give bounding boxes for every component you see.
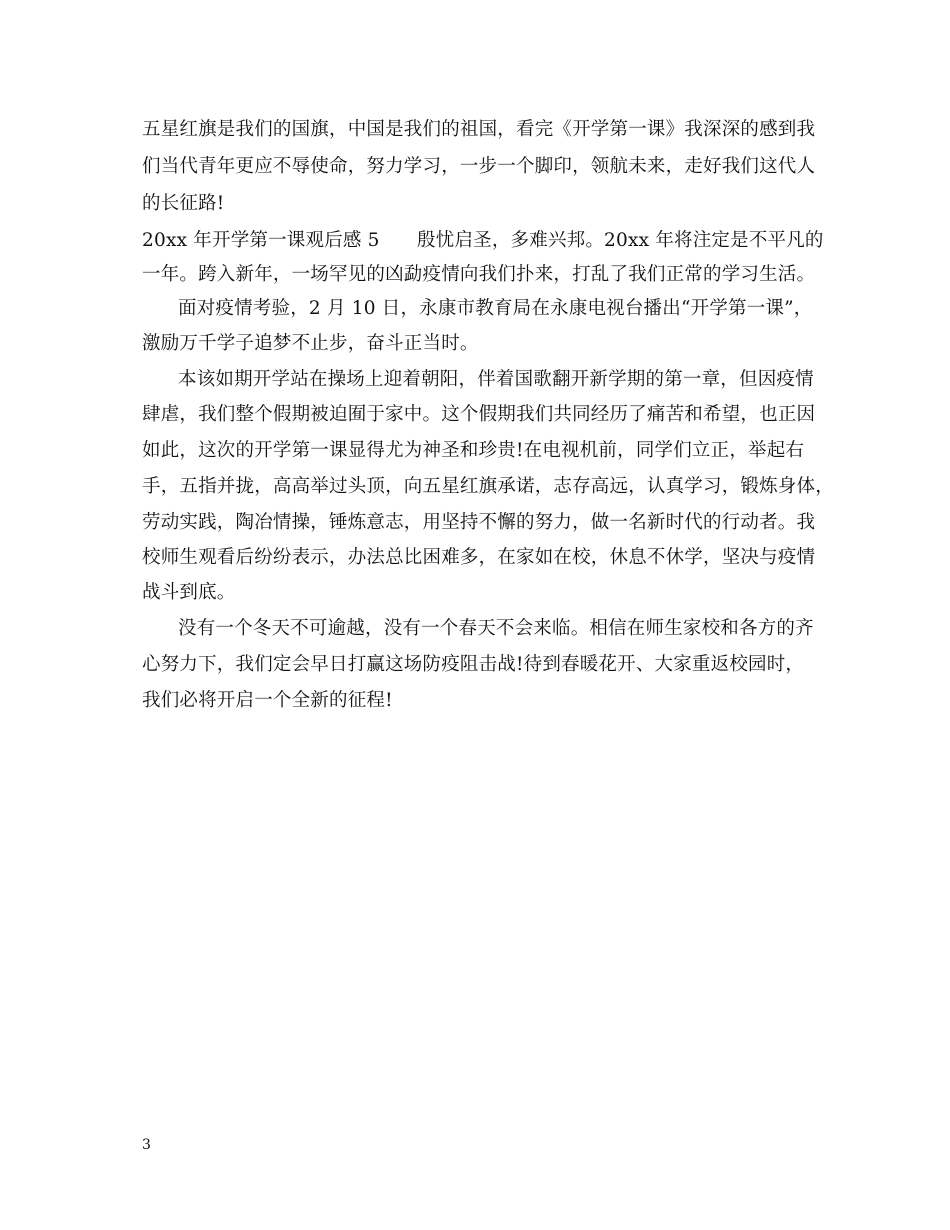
text-line: 校师生观看后纷纷表示，办法总比困难多，在家如在校，休息不休学，坚决与疫情 — [142, 547, 816, 568]
text-line: 们当代青年更应不辱使命，努力学习，一步一个脚印，领航未来，走好我们这代人 — [142, 156, 816, 177]
text-line: 五星红旗是我们的国旗，中国是我们的祖国，看完《开学第一课》我深深的感到我 — [142, 119, 816, 140]
text-line: 20xx 年开学第一课观后感 5 殷忧启圣，多难兴邦。20xx 年将注定是不平凡的 — [142, 230, 824, 251]
text-line: 面对疫情考验，2 月 10 日，永康市教育局在永康电视台播出“开学第一课”， — [178, 298, 813, 319]
text-line: 心努力下，我们定会早日打赢这场防疫阻击战!待到春暖花开、大家重返校园时， — [142, 654, 805, 675]
text-line: 本该如期开学站在操场上迎着朝阳，伴着国歌翻开新学期的第一章，但因疫情 — [178, 369, 814, 390]
text-line: 我们必将开启一个全新的征程! — [142, 690, 393, 711]
text-line: 劳动实践，陶冶情操，锤炼意志，用坚持不懈的努力，做一名新时代的行动者。我 — [142, 512, 816, 533]
text-line: 手，五指并拢，高高举过头顶，向五星红旗承诺，志存高远，认真学习，锻炼身体， — [142, 476, 834, 497]
text-line: 的长征路! — [142, 193, 225, 214]
text-line: 如此，这次的开学第一课显得尤为神圣和珍贵!在电视机前，同学们立正，举起右 — [142, 440, 805, 461]
text-line: 一年。跨入新年，一场罕见的凶勐疫情向我们扑来，打乱了我们正常的学习生活。 — [142, 264, 816, 285]
page-number: 3 — [142, 1137, 151, 1153]
text-line: 激励万千学子追梦不止步，奋斗正当时。 — [142, 333, 479, 354]
text-line: 没有一个冬天不可逾越，没有一个春天不会来临。相信在师生家校和各方的齐 — [178, 618, 814, 639]
text-line: 肆虐，我们整个假期被迫囿于家中。这个假期我们共同经历了痛苦和希望，也正因 — [142, 404, 816, 425]
text-line: 战斗到底。 — [142, 582, 236, 603]
